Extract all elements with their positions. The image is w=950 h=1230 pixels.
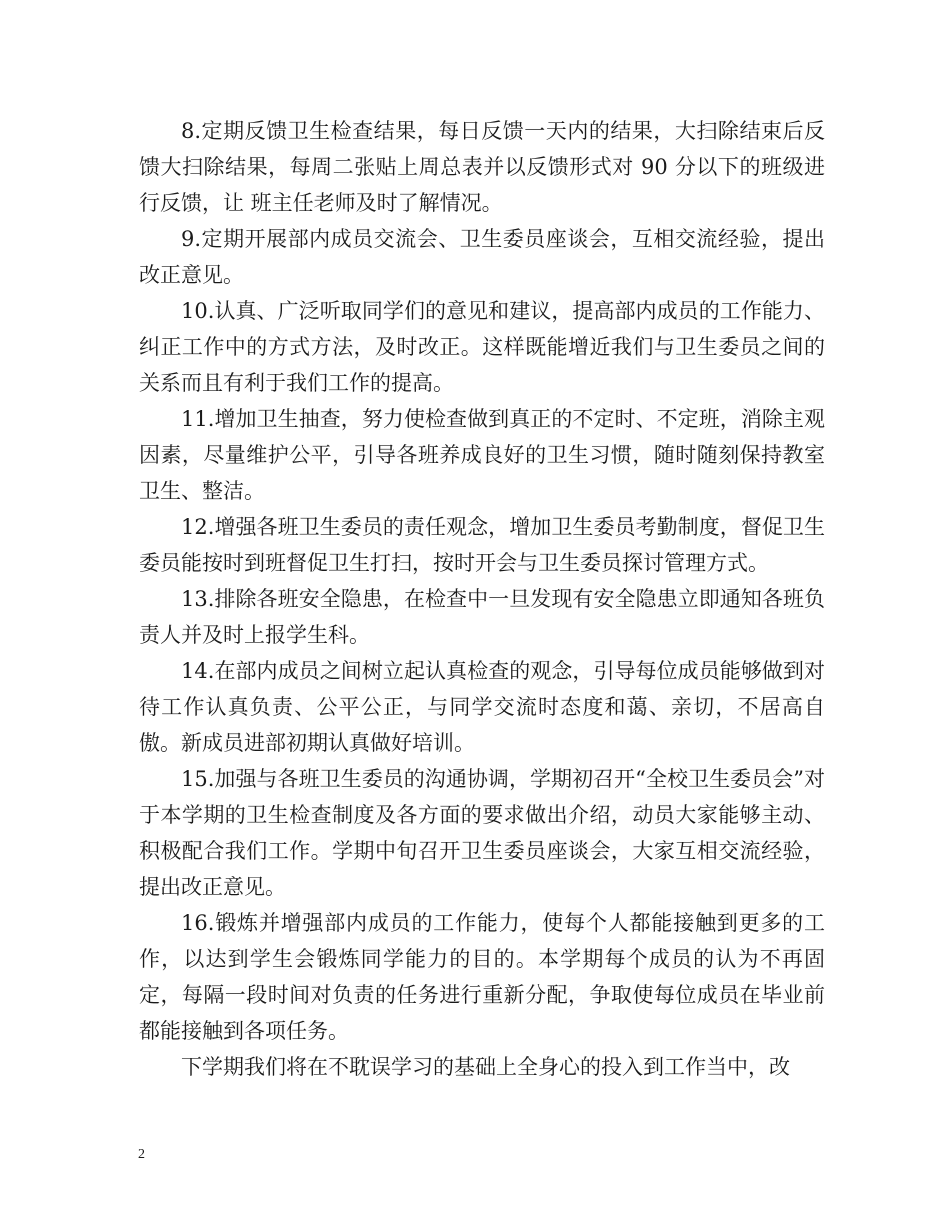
paragraph-item-16: 16.锻炼并增强部内成员的工作能力，使每个人都能接触到更多的工作，以达到学生会锻炼同学能力的目的。本学期每个成员的认为不再固定，每隔一段时间对负责的任务进行重新分配，争取使每位成员在毕业前都能接触到各项任务。	[139, 911, 825, 1043]
closing-paragraph: 下学期我们将在不耽误学习的基础上全身心的投入到工作当中，改	[181, 1055, 790, 1079]
paragraph-item-13: 13.排除各班安全隐患，在检查中一旦发现有安全隐患立即通知各班负责人并及时上报学生科。	[139, 587, 825, 647]
paragraph-item-10: 10.认真、广泛听取同学们的意见和建议，提高部内成员的工作能力、纠正工作中的方式方法，及时改正。这样既能增近我们与卫生委员之间的关系而且有利于我们工作的提高。	[139, 299, 825, 395]
paragraph-item-9: 9.定期开展部内成员交流会、卫生委员座谈会，互相交流经验，提出改正意见。	[139, 227, 825, 287]
paragraph-item-12: 12.增强各班卫生委员的责任观念，增加卫生委员考勤制度，督促卫生委员能按时到班督促卫生打扫，按时开会与卫生委员探讨管理方式。	[139, 515, 825, 575]
document-body	[139, 113, 825, 1085]
paragraph-item-14: 14.在部内成员之间树立起认真检查的观念，引导每位成员能够做到对待工作认真负责、公平公正，与同学交流时态度和蔼、亲切，不居高自傲。新成员进部初期认真做好培训。	[139, 659, 825, 755]
page-number: 2	[138, 1147, 145, 1162]
paragraph-item-11: 11.增加卫生抽查，努力使检查做到真正的不定时、不定班，消除主观因素，尽量维护公平，引导各班养成良好的卫生习惯，随时随刻保持教室卫生、整洁。	[139, 407, 825, 503]
paragraph-item-15: 15.加强与各班卫生委员的沟通协调，学期初召开“全校卫生委员会”对于本学期的卫生检查制度及各方面的要求做出介绍，动员大家能够主动、积极配合我们工作。学期中旬召开卫生委员座谈会，大家互相交流经验，提出改正意见。	[139, 767, 825, 899]
paragraph-item-8: 8.定期反馈卫生检查结果，每日反馈一天内的结果，大扫除结束后反馈大扫除结果，每周二张贴上周总表并以反馈形式对 90 分以下的班级进行反馈，让 班主任老师及时了解情况。	[139, 119, 825, 215]
